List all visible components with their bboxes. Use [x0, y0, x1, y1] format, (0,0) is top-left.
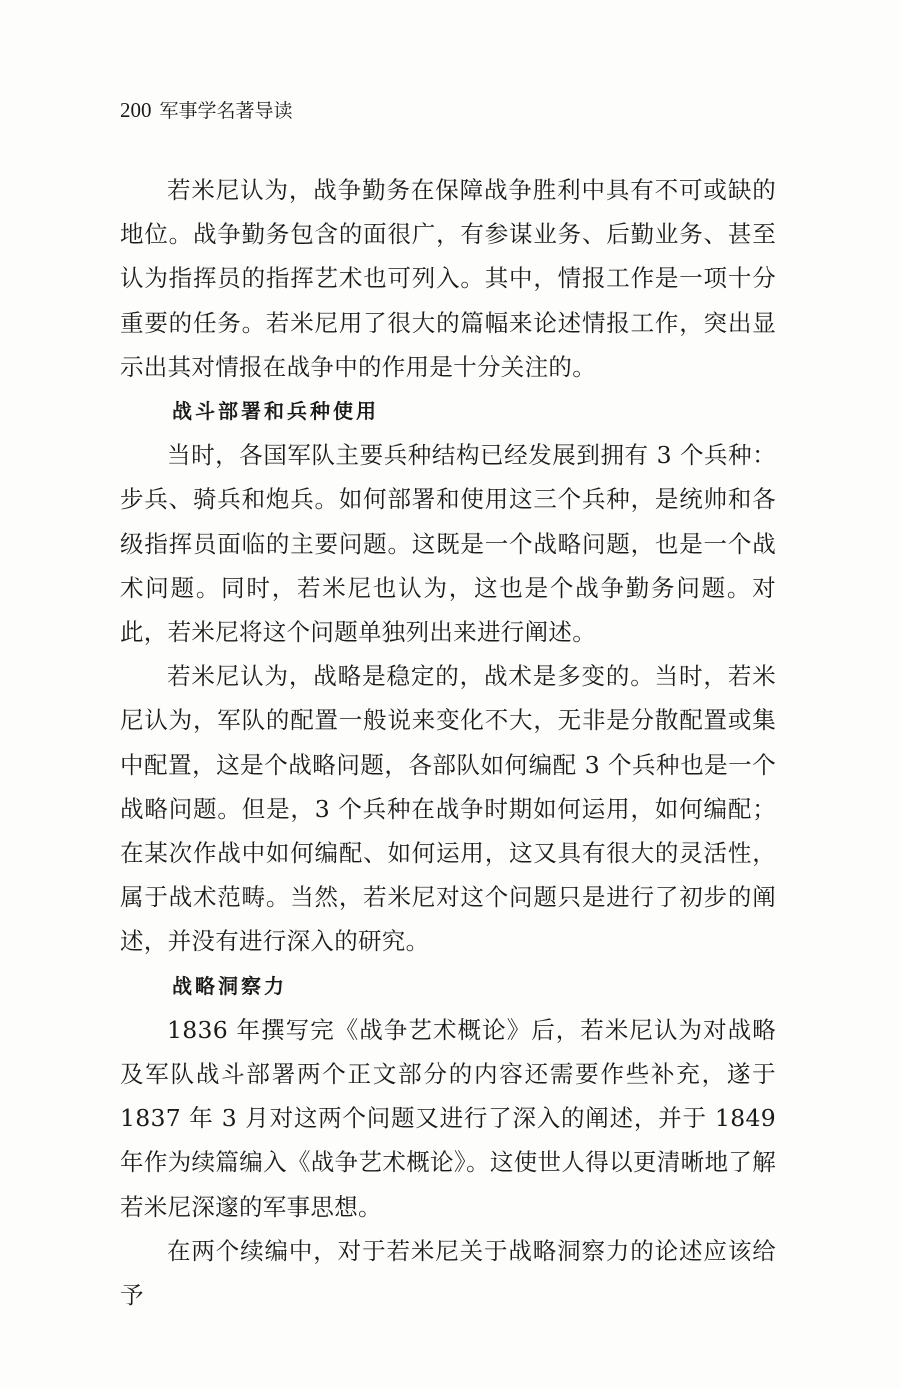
paragraph-continuation: 在两个续编中，对于若米尼关于战略洞察力的论述应该给予: [120, 1236, 776, 1310]
paragraph-three-arms: 当时，各国军队主要兵种结构已经发展到拥有 3 个兵种：步兵、骑兵和炮兵。如何部署和使用这三个兵种，是统帅和各级指挥员面临的主要问题。这既是一个战略问题，也是一个战术问题。同时，若米尼也认为，这也是个战争勤务问题。对此，若米尼将这个问题单独列出来进行阐述。: [120, 441, 776, 647]
running-header: [120, 96, 293, 123]
paragraph-strategy-tactics: 若米尼认为，战略是稳定的，战术是多变的。当时，若米尼认为，军队的配置一般说来变化不大，无非是分散配置或集中配置，这是个战略问题，各部队如何编配 3 个兵种也是一个战略问题。但是，3 个兵种在战争时期如何运用，如何编配；在某次作战中如何编配、如何运用，这又具有很大的灵活性，属于战术范畴。当然，若米尼对这个问题只是进行了初步的阐述，并没有进行深入的研究。: [120, 662, 776, 956]
body-text: [120, 168, 776, 1317]
book-title: 军事学名著导读: [159, 100, 293, 122]
paragraph-sequel: 1836 年撰写完《战争艺术概论》后，若米尼认为对战略及军队战斗部署两个正文部分的内容还需要作些补充，遂于 1837 年 3 月对这两个问题又进行了深入的阐述，并于 1849 年作为续篇编入《战争艺术概论》。这使世人得以更清晰地了解若米尼深邃的军事思想。: [120, 1015, 776, 1221]
paragraph-logistics: 若米尼认为，战争勤务在保障战争胜利中具有不可或缺的地位。战争勤务包含的面很广，有参谋业务、后勤业务、甚至认为指挥员的指挥艺术也可列入。其中，情报工作是一项十分重要的任务。若米尼用了很大的篇幅来论述情报工作，突出显示出其对情报在战争中的作用是十分关注的。: [120, 176, 776, 381]
section-heading-strategic-insight: 战略洞察力: [172, 973, 287, 998]
section-heading-deployment: 战斗部署和兵种使用: [172, 399, 379, 424]
page-number: 200: [120, 98, 152, 122]
